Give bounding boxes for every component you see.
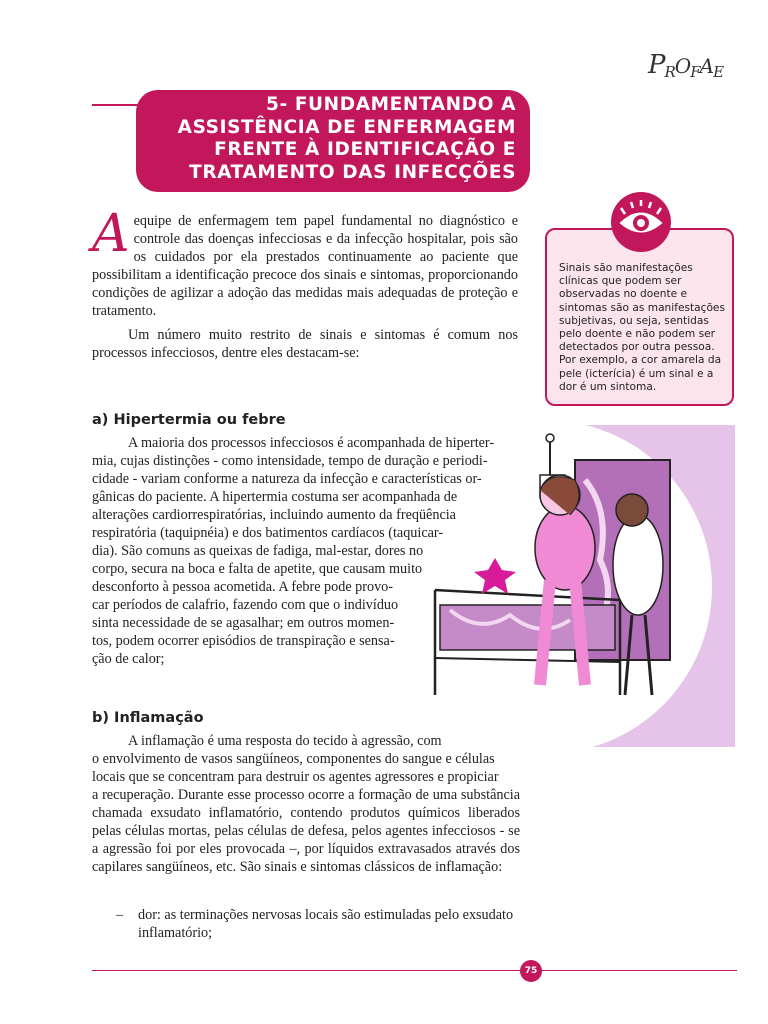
- sidebar-note: [545, 228, 734, 406]
- title-rule: [92, 104, 138, 106]
- eye-icon: [611, 192, 671, 252]
- text-line: ção de calor;: [92, 651, 165, 667]
- text-line: sinta necessidade de se agasalhar; em outros momen-: [92, 615, 395, 631]
- sidebar-note-text: Sinais são manifestações clínicas que podem ser observadas no doente e sintomas são as manifestações subjetivas, ou seja, sentidas pelo doente e não podem ser detectados por outra pessoa. Por exemplo, a cor amarela da pele (icterícia) é um sinal e a dor é um sintoma.: [559, 262, 725, 393]
- text-line: gânicas do paciente. A hipertermia costuma ser acompanhada de: [92, 489, 458, 505]
- chapter-title-line: ASSISTÊNCIA DE ENFERMAGEM: [177, 116, 516, 138]
- text-line: corpo, secura na boca e falta de apetite, que causam muito: [92, 561, 423, 577]
- text-line: desconforto à pessoa acometida. A febre pode provo-: [92, 579, 393, 595]
- text-line: locais que se concentram para destruir os agentes agressores e propiciar: [92, 769, 499, 785]
- text-line: o envolvimento de vasos sangüíneos, componentes do sangue e células: [92, 751, 495, 767]
- drop-cap: A: [92, 204, 130, 264]
- text-line: alterações cardiorrespiratórias, incluindo aumento da freqüência: [92, 507, 456, 523]
- bullet-item: [118, 906, 518, 942]
- text-line: A inflamação é uma resposta do tecido à agressão, com: [128, 733, 442, 749]
- intro-paragraph: [92, 204, 518, 320]
- section-a-heading: a) Hipertermia ou febre: [92, 412, 286, 428]
- section-b-paragraph: a recuperação. Durante esse processo ocorre a formação de uma substância chamada exsudato inflamatório, contendo produtos químicos liberados pelas células mortas, pelas células de defesa, pelos agentes infecciosos - se a agressão foi por eles provocada –, por líquidos extravasados através dos capilares sangüíneos, etc. São sinais e sintomas clássicos de inflamação:: [92, 787, 520, 875]
- text-line: A maioria dos processos infecciosos é acompanhada de hiperter-: [128, 435, 495, 451]
- section-b-text: [92, 732, 520, 876]
- profae-logo: PROFAE: [648, 50, 724, 81]
- footer-rule: [92, 970, 737, 971]
- bullet-dash: –: [116, 907, 124, 923]
- intro-paragraph-text: equipe de enfermagem tem papel fundamental no diagnóstico e controle das doenças infecciosas e da infecção hospitalar, pois são os cuidados por ela prestados continuamente ao paciente que possibilitam a identificação precoce dos sinais e sintomas, proporcionando condições de agilizar a adoção das medidas mais adequadas de proteção e tratamento.: [92, 213, 518, 319]
- text-line: dia). São comuns as queixas de fadiga, mal-estar, dores no: [92, 543, 424, 559]
- text-line: tos, podem ocorrer episódios de transpiração e sensa-: [92, 633, 395, 649]
- section-a-text: [92, 434, 512, 668]
- intro-paragraph-2: Um número muito restrito de sinais e sintomas é comum nos processos infecciosos, dentre eles destacam-se:: [92, 327, 518, 361]
- text-line: mia, cujas distinções - como intensidade, tempo de duração e periodi-: [92, 453, 488, 469]
- chapter-title-box: [136, 90, 530, 192]
- section-b-heading: b) Inflamação: [92, 710, 204, 726]
- page-number: 75: [520, 960, 542, 982]
- chapter-title-line: TRATAMENTO DAS INFECÇÕES: [189, 161, 516, 183]
- text-line: car períodos de calafrio, fazendo com que o indivíduo: [92, 597, 399, 613]
- chapter-title-line: FRENTE À IDENTIFICAÇÃO E: [214, 139, 516, 160]
- intro-text: [92, 204, 518, 362]
- chapter-title: [178, 94, 516, 184]
- text-line: cidade - variam conforme a natureza da infecção e características or-: [92, 471, 482, 487]
- text-line: respiratória (taquipnéia) e dos batimentos cardíacos (taquicar-: [92, 525, 444, 541]
- chapter-title-line: 5- FUNDAMENTANDO A: [266, 94, 516, 115]
- bullet-text: dor: as terminações nervosas locais são estimuladas pelo exsudato inflamatório;: [138, 907, 514, 941]
